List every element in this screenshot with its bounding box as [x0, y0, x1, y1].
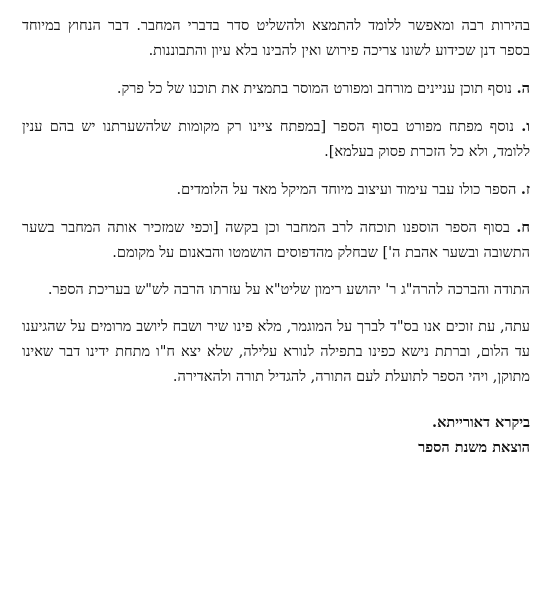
- paragraph-thanks: [22, 278, 530, 303]
- signoff-block: [22, 410, 530, 460]
- paragraph-text: התודה והברכה להרה"ג ר' יהושע רימון שליט"א על עזרתו הרבה לש"ש בעריכת הספר.: [47, 282, 530, 298]
- document-page: [22, 14, 530, 460]
- paragraph-closing-prayer: [22, 315, 530, 390]
- item-letter: ה.: [516, 80, 530, 97]
- paragraph-text: בהירות רבה ומאפשר ללומד להתמצא ולהשליט סדר בדברי המחבר. דבר הנחוץ במיוחד בספר דנן שכידוע לשונו צריכה פירוש ואין להבינו בלא עיון והתבוננות.: [22, 18, 530, 59]
- paragraph-item-het: [22, 215, 530, 266]
- paragraph-item-he: [22, 76, 530, 102]
- item-letter: ח.: [516, 219, 531, 236]
- paragraph-text: עתה, עת זוכים אנו בס"ד לברך על המוגמר, מלא פינו שיר ושבח ליושב מרומים על שהגיענו עד הלום, וברתת נישא כפינו בתפילה לנורא עלילה, שלא יצא ח"ו מתחת ידינו דבר שאינו מתוקן, ויהי הספר לתועלת לעם התורה, להגדיל תורה ולהאדירה.: [22, 319, 530, 385]
- paragraph-intro: [22, 14, 530, 64]
- item-letter: ז.: [520, 181, 530, 198]
- publisher-name: הוצאת משנת הספר: [418, 439, 530, 456]
- paragraph-item-zayin: [22, 177, 530, 203]
- paragraph-text: בסוף הספר הוספנו תוכחה לרב המחבר וכן בקשה [וכפי שמזכיר אותה המחבר בשער התשובה ובשער אהבת ה'] שבחלק מהדפוסים הושמטו והבאנום על מקומם.: [22, 220, 530, 261]
- paragraph-item-vav: [22, 114, 530, 165]
- paragraph-text: נוסף מפתח מפורט בסוף הספר [במפתח ציינו רק מקומות שלהשערתנו יש בהם ענין ללומד, ולא כל הזכרת פסוק בעלמא].: [22, 119, 530, 160]
- paragraph-text: הספר כולו עבר עימוד ועיצוב מיוחד המיקל מאד על הלומדים.: [176, 182, 517, 198]
- item-letter: ו.: [521, 118, 530, 135]
- closing-line: ביקרא דאורייתא.: [432, 414, 530, 431]
- paragraph-text: נוסף תוכן עניינים מורחב ומפורט המוסר בתמצית את תוכנו של כל פרק.: [116, 81, 512, 97]
